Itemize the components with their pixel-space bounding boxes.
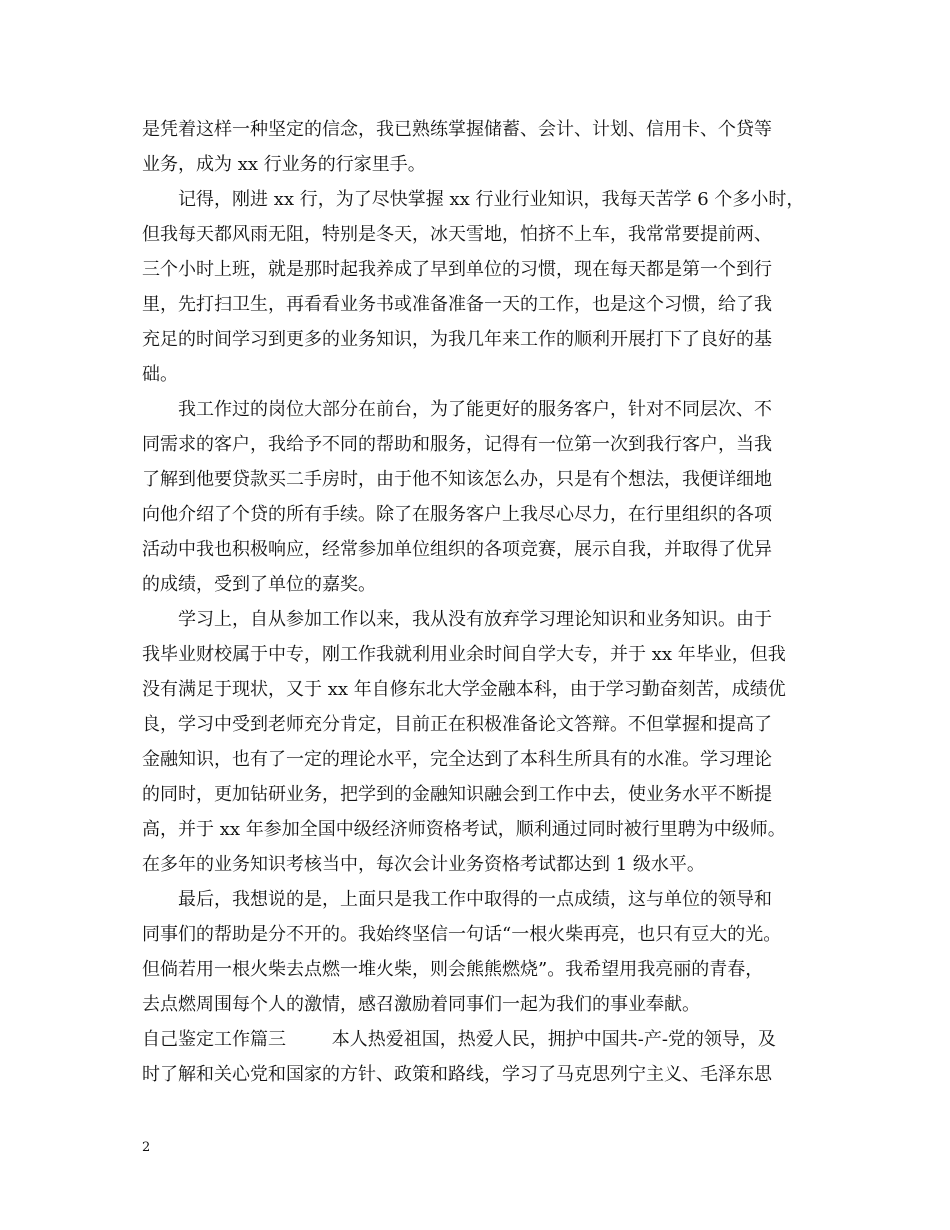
text-line: 的成绩，受到了单位的嘉奖。 xyxy=(142,574,376,595)
document-body xyxy=(142,112,822,1092)
text-line: 向他介绍了个贷的所有手续。除了在服务客户上我尽心尽力，在行里组织的各项 xyxy=(142,504,772,525)
text-line: 去点燃周围每个人的激情，感召激励着同事们一起为我们的事业奉献。 xyxy=(142,994,700,1015)
text-line: 在多年的业务知识考核当中，每次会计业务资格考试都达到 1 级水平。 xyxy=(142,854,705,875)
text-line: 的同时，更加钻研业务，把学到的金融知识融会到工作中去，使业务水平不断提 xyxy=(142,784,772,805)
text-line: 但我每天都风雨无阻，特别是冬天，冰天雪地，怕挤不上车，我常常要提前两、 xyxy=(142,224,772,245)
text-line: 业务，成为 xx 行业务的行家里手。 xyxy=(142,154,426,175)
text-line: 我工作过的岗位大部分在前台，为了能更好的服务客户，针对不同层次、不 xyxy=(178,399,772,420)
text-line: 了解到他要贷款买二手房时，由于他不知该怎么办，只是有个想法，我便详细地 xyxy=(142,469,772,490)
text-line: 但倘若用一根火柴去点燃一堆火柴，则会熊熊燃烧”。我希望用我亮丽的青春， xyxy=(142,959,764,980)
text-line: 础。 xyxy=(142,364,178,385)
text-line: 金融知识，也有了一定的理论水平，完全达到了本科生所具有的水准。学习理论 xyxy=(142,749,772,770)
text-line: 自己鉴定工作篇三 本人热爱祖国，热爱人民，拥护中国共-产-党的领导，及 xyxy=(142,1029,776,1050)
text-line: 良，学习中受到老师充分肯定，目前正在积极准备论文答辩。不但掌握和提高了 xyxy=(142,714,772,735)
text-line: 学习上，自从参加工作以来，我从没有放弃学习理论知识和业务知识。由于 xyxy=(178,609,772,630)
text-line: 最后，我想说的是，上面只是我工作中取得的一点成绩，这与单位的领导和 xyxy=(178,889,772,910)
text-line: 高，并于 xx 年参加全国中级经济师资格考试，顺利通过同时被行里聘为中级师。 xyxy=(142,819,786,840)
text-line: 没有满足于现状，又于 xx 年自修东北大学金融本科，由于学习勤奋刻苦，成绩优 xyxy=(142,679,786,700)
text-line: 同需求的客户，我给予不同的帮助和服务，记得有一位第一次到我行客户，当我 xyxy=(142,434,772,455)
text-line: 同事们的帮助是分不开的。我始终坚信一句话“一根火柴再亮，也只有豆大的光。 xyxy=(142,924,782,945)
text-line: 活动中我也积极响应，经常参加单位组织的各项竞赛，展示自我，并取得了优异 xyxy=(142,539,772,560)
text-line: 记得，刚进 xx 行，为了尽快掌握 xx 行业行业知识，我每天苦学 6 个多小时， xyxy=(178,189,805,210)
text-line: 我毕业财校属于中专，刚工作我就利用业余时间自学大专，并于 xx 年毕业，但我 xyxy=(142,644,786,665)
text-line: 三个小时上班，就是那时起我养成了早到单位的习惯，现在每天都是第一个到行 xyxy=(142,259,772,280)
text-line: 是凭着这样一种坚定的信念，我已熟练掌握储蓄、会计、计划、信用卡、个贷等 xyxy=(142,119,772,140)
text-line: 里，先打扫卫生，再看看业务书或准备准备一天的工作，也是这个习惯，给了我 xyxy=(142,294,772,315)
page-number: 2 xyxy=(142,1140,151,1155)
text-line: 时了解和关心党和国家的方针、政策和路线，学习了马克思列宁主义、毛泽东思 xyxy=(142,1064,772,1085)
text-line: 充足的时间学习到更多的业务知识，为我几年来工作的顺利开展打下了良好的基 xyxy=(142,329,772,350)
